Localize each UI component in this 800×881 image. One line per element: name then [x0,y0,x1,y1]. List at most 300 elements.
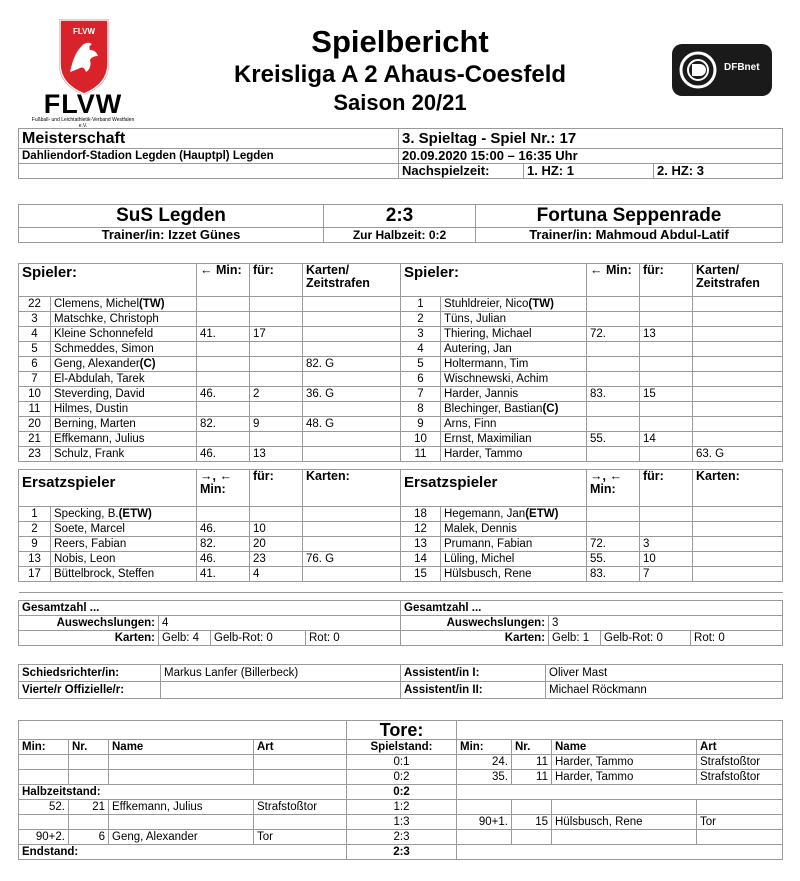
away-player-sub-minute: 72. [587,327,640,342]
player-name-text: El-Abdulah, Tarek [54,373,145,385]
goal-row [19,755,783,770]
away-player-sub-minute: 83. [587,387,640,402]
match-info-table [18,128,783,179]
extra-time-ht2: 2. HZ: 3 [654,164,783,179]
home-player-card: 82. G [303,357,401,372]
player-row [19,372,783,387]
away-goal-nr-heading: Nr. [512,740,552,755]
home-player-sub-minute [197,312,250,327]
league-title: Kreisliga A 2 Ahaus-Coesfeld [233,61,567,88]
lineup-header-row [19,264,783,297]
player-row [19,402,783,417]
home-goal-scorer [109,815,254,830]
player-name-text: Schulz, Frank [54,448,125,460]
extra-time-label: Nachspielzeit: [399,164,524,179]
home-sub-min-heading: →, ← Min: [197,470,250,507]
home-player-sub-for [250,297,303,312]
referee-name: Markus Lanfer (Billerbeck) [161,665,401,682]
away-goal-min-heading: Min: [457,740,512,755]
player-name-text: Kleine Schonnefeld [54,328,154,340]
flvw-logo-subtext: Fußball- und Leichtathletik-Verband Westfalen e.V. [31,117,135,129]
away-player-number: 1 [401,297,441,312]
away-player-sub-for [640,507,693,522]
away-player-name [441,432,587,447]
away-player-name [441,327,587,342]
home-player-sub-for [250,357,303,372]
away-subs-count-label: Auswechslungen: [401,616,549,631]
away-goal-scorer: Hülsbusch, Rene [552,815,697,830]
home-player-sub-minute [197,432,250,447]
away-player-card [693,432,783,447]
away-red-count: Rot: 0 [691,631,783,646]
player-role-tag: (C) [542,403,559,415]
player-row [19,327,783,342]
home-player-number: 23 [19,447,51,462]
goal-row [19,845,783,860]
matchday: 3. Spieltag - Spiel Nr.: 17 [399,129,783,149]
away-player-sub-minute [587,357,640,372]
away-player-card [693,372,783,387]
away-player-sub-for [640,357,693,372]
home-player-sub-minute [197,402,250,417]
home-player-number: 4 [19,327,51,342]
away-player-card [693,507,783,522]
final-score-value: 2:3 [347,845,457,860]
away-goal-number: 11 [512,755,552,770]
home-player-number: 9 [19,537,51,552]
home-player-number: 6 [19,357,51,372]
venue: Dahliendorf-Stadion Legden (Hauptpl) Legden [19,149,399,164]
goals-table [18,720,783,860]
away-goal-scorer [552,830,697,845]
player-name-text: Prumann, Fabian [444,538,533,550]
halftime-score: Zur Halbzeit: 0:2 [324,228,476,243]
home-goal-scorer [109,755,254,770]
home-player-name [51,402,197,417]
away-goal-scorer: Harder, Tammo [552,770,697,785]
home-total-heading: Gesamtzahl ... [19,601,401,616]
away-player-name [441,507,587,522]
home-goal-number [69,815,109,830]
away-player-sub-for: 15 [640,387,693,402]
away-player-sub-minute: 72. [587,537,640,552]
assistant1-label: Assistent/in I: [401,665,546,682]
player-name-text: Wischnewski, Achim [444,373,549,385]
away-player-name [441,312,587,327]
away-player-card [693,417,783,432]
player-name-text: Harder, Tammo [444,448,523,460]
player-name-text: Stuhldreier, Nico [444,298,529,310]
home-player-card [303,327,401,342]
home-goal-minute [19,770,69,785]
home-player-sub-minute: 82. [197,537,250,552]
home-goal-type [254,815,347,830]
away-goal-minute: 35. [457,770,512,785]
home-yellow-count: Gelb: 4 [159,631,211,646]
home-trainer: Trainer/in: Izzet Günes [19,228,324,243]
home-min-heading: ← Min: [197,264,250,297]
player-name-text: Matschke, Christoph [54,313,159,325]
subs-header-row [19,470,783,507]
home-goal-number [69,770,109,785]
title-block [160,24,640,116]
player-row [19,312,783,327]
away-player-number: 3 [401,327,441,342]
player-name-text: Blechinger, Bastian [444,403,543,415]
home-player-name [51,372,197,387]
home-player-number: 22 [19,297,51,312]
goal-score: 1:3 [347,815,457,830]
away-player-name [441,537,587,552]
player-row [19,537,783,552]
away-player-sub-for [640,402,693,417]
away-goal-scorer [552,800,697,815]
away-yellow-count: Gelb: 1 [549,631,601,646]
home-subs-count-label: Auswechslungen: [19,616,159,631]
goals-header-row [19,740,783,755]
home-player-name [51,387,197,402]
player-name-text: Schmeddes, Simon [54,343,154,355]
home-player-number: 10 [19,387,51,402]
halftime-score-value: 0:2 [347,785,457,800]
away-player-card [693,387,783,402]
away-for-heading: für: [640,264,693,297]
away-player-sub-minute [587,342,640,357]
home-for-heading: für: [250,264,303,297]
away-player-sub-minute [587,402,640,417]
away-player-number: 2 [401,312,441,327]
flvw-logo-top-text: FLVW [72,27,96,36]
home-player-name [51,327,197,342]
home-players-heading: Spieler: [19,264,197,297]
away-player-number: 9 [401,417,441,432]
home-player-name [51,342,197,357]
home-player-sub-minute [197,357,250,372]
home-player-card [303,297,401,312]
home-player-name [51,417,197,432]
home-team-name: SuS Legden [19,205,324,228]
home-player-sub-minute: 82. [197,417,250,432]
player-name-text: Lüling, Michel [444,553,515,565]
officials-table [18,664,783,699]
goal-score: 1:2 [347,800,457,815]
player-role-tag: (ETW) [118,508,152,520]
away-yellowred-count: Gelb-Rot: 0 [601,631,691,646]
home-player-sub-minute [197,342,250,357]
away-player-sub-minute [587,417,640,432]
home-goal-type: Strafstoßtor [254,800,347,815]
away-player-sub-for [640,312,693,327]
home-goal-minute: 90+2. [19,830,69,845]
away-player-number: 13 [401,537,441,552]
home-goal-minute [19,815,69,830]
away-player-name [441,552,587,567]
away-goal-number [512,830,552,845]
away-min-heading: ← Min: [587,264,640,297]
home-player-sub-for: 17 [250,327,303,342]
home-cards-count-label: Karten: [19,631,159,646]
away-goal-type [697,830,783,845]
player-role-tag: (C) [139,358,156,370]
home-player-sub-for: 2 [250,387,303,402]
goal-score: 0:2 [347,770,457,785]
away-player-number: 6 [401,372,441,387]
away-player-sub-minute: 55. [587,552,640,567]
away-player-sub-for: 3 [640,537,693,552]
away-goal-number: 15 [512,815,552,830]
away-subs-count: 3 [549,616,783,631]
home-red-count: Rot: 0 [306,631,401,646]
home-goal-type-heading: Art [254,740,347,755]
home-player-name [51,312,197,327]
home-player-sub-for [250,432,303,447]
player-name-text: Hilmes, Dustin [54,403,129,415]
home-player-number: 5 [19,342,51,357]
away-player-card [693,522,783,537]
home-player-name [51,357,197,372]
goal-row [19,770,783,785]
away-player-card [693,297,783,312]
away-player-sub-for [640,522,693,537]
home-player-sub-minute: 46. [197,387,250,402]
home-player-number: 2 [19,522,51,537]
flvw-logo [28,14,138,129]
report-header [0,0,800,129]
away-goal-type: Tor [697,815,783,830]
away-player-card [693,342,783,357]
home-player-name [51,522,197,537]
home-sub-cards-heading: Karten: [303,470,401,507]
home-goal-minute [19,755,69,770]
away-goal-name-heading: Name [552,740,697,755]
player-name-text: Thiering, Michael [444,328,532,340]
away-player-number: 10 [401,432,441,447]
home-player-name [51,507,197,522]
home-player-card: 36. G [303,387,401,402]
home-goal-number: 21 [69,800,109,815]
player-name-text: Tüns, Julian [444,313,507,325]
player-name-text: Holtermann, Tim [444,358,529,370]
player-name-text: Malek, Dennis [444,523,517,535]
away-player-card [693,402,783,417]
away-goal-minute [457,800,512,815]
goals-heading: Tore: [347,721,457,740]
home-goal-scorer: Effkemann, Julius [109,800,254,815]
away-player-sub-for: 13 [640,327,693,342]
away-goal-minute: 90+1. [457,815,512,830]
home-player-sub-minute: 46. [197,522,250,537]
player-name-text: Effkemann, Julius [54,433,145,445]
home-player-sub-minute [197,507,250,522]
home-goal-type [254,770,347,785]
away-player-card [693,357,783,372]
away-player-sub-for [640,372,693,387]
away-player-card [693,552,783,567]
home-goal-minute: 52. [19,800,69,815]
away-trainer: Trainer/in: Mahmoud Abdul-Latif [476,228,783,243]
away-player-sub-minute [587,522,640,537]
home-player-card [303,507,401,522]
lineup-table [18,263,783,593]
home-subs-count: 4 [159,616,401,631]
away-goal-type [697,800,783,815]
player-row [19,342,783,357]
away-player-name [441,357,587,372]
goal-row [19,815,783,830]
home-player-sub-for [250,342,303,357]
home-player-card: 48. G [303,417,401,432]
info-empty [19,164,399,179]
player-name-text: Steverding, David [54,388,145,400]
home-goal-scorer: Geng, Alexander [109,830,254,845]
home-player-card [303,522,401,537]
away-player-number: 5 [401,357,441,372]
away-sub-for-heading: für: [640,470,693,507]
away-player-name [441,447,587,462]
player-name-text: Reers, Fabian [54,538,127,550]
away-cards-count-label: Karten: [401,631,549,646]
home-player-sub-minute: 41. [197,327,250,342]
dfbnet-text: DFBnet [724,62,760,73]
away-goal-minute: 24. [457,755,512,770]
away-players-heading: Spieler: [401,264,587,297]
final-score: 2:3 [324,205,476,228]
home-player-sub-minute [197,297,250,312]
referee-label: Schiedsrichter/in: [19,665,161,682]
away-player-card [693,312,783,327]
spacer-row [19,462,783,470]
home-player-sub-minute: 46. [197,552,250,567]
extra-time-ht1: 1. HZ: 1 [524,164,654,179]
home-player-number: 3 [19,312,51,327]
away-player-number: 12 [401,522,441,537]
dfbnet-logo [672,44,772,96]
away-player-card [693,327,783,342]
home-player-card [303,567,401,582]
home-player-sub-for: 13 [250,447,303,462]
home-goal-nr-heading: Nr. [69,740,109,755]
halftime-score-label: Halbzeitstand: [19,785,347,800]
away-player-sub-for: 10 [640,552,693,567]
home-player-number: 17 [19,567,51,582]
player-name-text: Arns, Finn [444,418,497,430]
away-subs-heading: Ersatzspieler [401,470,587,507]
away-player-name [441,342,587,357]
home-player-sub-minute: 46. [197,447,250,462]
away-player-number: 7 [401,387,441,402]
away-player-sub-minute [587,312,640,327]
player-row [19,552,783,567]
away-player-sub-for [640,297,693,312]
player-row [19,417,783,432]
home-player-card [303,537,401,552]
home-player-sub-minute [197,372,250,387]
page-title: Spielbericht [311,24,489,59]
player-row [19,447,783,462]
season-title: Saison 20/21 [333,90,467,115]
goal-row [19,800,783,815]
home-goal-min-heading: Min: [19,740,69,755]
away-player-sub-for: 14 [640,432,693,447]
goal-score-heading: Spielstand: [347,740,457,755]
home-player-sub-for: 10 [250,522,303,537]
home-player-number: 1 [19,507,51,522]
away-player-number: 18 [401,507,441,522]
player-role-tag: (TW) [528,298,554,310]
away-player-card [693,537,783,552]
goal-score: 2:3 [347,830,457,845]
away-goal-type: Strafstoßtor [697,770,783,785]
home-player-card [303,312,401,327]
home-player-name [51,447,197,462]
away-total-heading: Gesamtzahl ... [401,601,783,616]
assistant2-label: Assistent/in II: [401,682,546,699]
away-player-number: 11 [401,447,441,462]
home-player-card [303,372,401,387]
home-goal-name-heading: Name [109,740,254,755]
away-player-number: 15 [401,567,441,582]
home-goal-scorer [109,770,254,785]
away-player-sub-for: 7 [640,567,693,582]
away-player-sub-minute [587,372,640,387]
away-goal-number [512,800,552,815]
away-player-sub-minute [587,447,640,462]
away-goal-scorer: Harder, Tammo [552,755,697,770]
home-player-sub-for: 23 [250,552,303,567]
away-player-card: 63. G [693,447,783,462]
player-row [19,507,783,522]
player-row [19,567,783,582]
player-name-text: Clemens, Michel [54,298,139,310]
goal-row [19,830,783,845]
home-player-card [303,447,401,462]
away-goal-minute [457,830,512,845]
player-name-text: Hülsbusch, Rene [444,568,532,580]
player-role-tag: (ETW) [525,508,559,520]
goal-score: 0:1 [347,755,457,770]
goal-row [19,785,783,800]
home-yellowred-count: Gelb-Rot: 0 [211,631,306,646]
home-player-card [303,342,401,357]
teams-table [18,204,783,243]
home-player-card [303,432,401,447]
player-name-text: Ernst, Maximilian [444,433,532,445]
away-player-name [441,567,587,582]
home-subs-heading: Ersatzspieler [19,470,197,507]
home-player-name [51,537,197,552]
away-player-sub-minute [587,297,640,312]
player-name-text: Harder, Jannis [444,388,519,400]
player-name-text: Büttelbrock, Steffen [54,568,155,580]
away-player-sub-for [640,447,693,462]
away-goal-type-heading: Art [697,740,783,755]
home-goal-type [254,755,347,770]
away-player-sub-for [640,417,693,432]
player-row [19,387,783,402]
home-player-name [51,552,197,567]
player-name-text: Geng, Alexander [54,358,140,370]
away-player-name [441,372,587,387]
away-player-number: 14 [401,552,441,567]
home-player-card [303,402,401,417]
away-goal-number: 11 [512,770,552,785]
home-player-card: 76. G [303,552,401,567]
away-player-name [441,402,587,417]
away-player-number: 8 [401,402,441,417]
away-player-sub-minute: 55. [587,432,640,447]
home-player-sub-for [250,507,303,522]
player-name-text: Berning, Marten [54,418,136,430]
